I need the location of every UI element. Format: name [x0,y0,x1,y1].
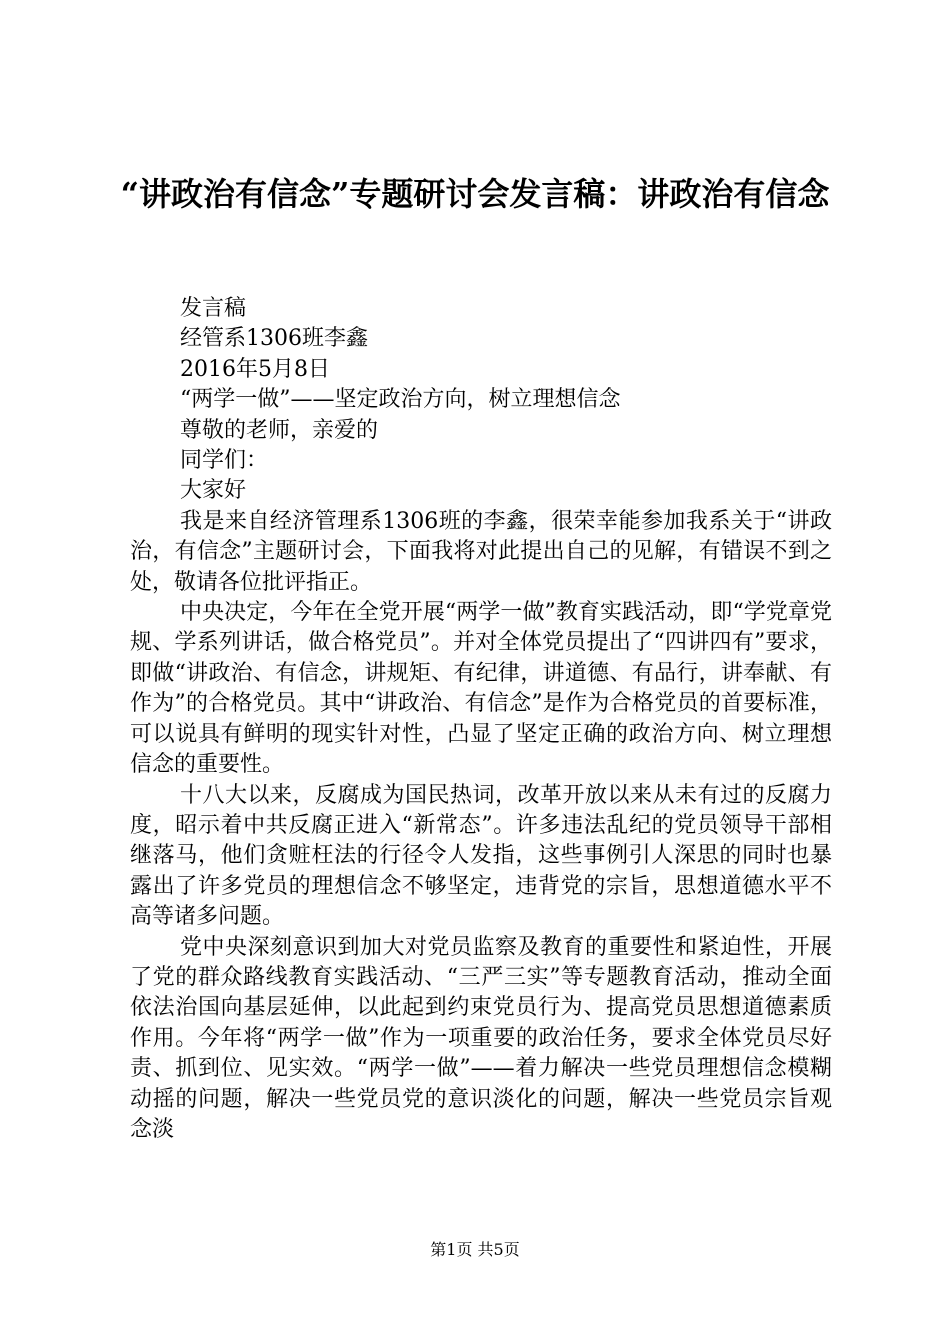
document-body [130,294,832,1145]
body-paragraph: 党中央深刻意识到加大对党员监察及教育的重要性和紧迫性，开展了党的群众路线教育实践活动、“三严三实”等专题教育活动，推动全面依法治国向基层延伸，以此起到约束党员行为、提高党员思想道德素质作用。今年将“两学一做”作为一项重要的政治任务，要求全体党员尽好责、抓到位、见实效。“两学一做”——着力解决一些党员理想信念模糊动摇的问题，解决一些党员党的意识淡化的问题，解决一些党员宗旨观念淡 [130,934,832,1142]
header-line: 同学们： [180,448,269,474]
body-paragraph: 我是来自经济管理系1306班的李鑫，很荣幸能参加我系关于“讲政治，有信念”主题研讨会，下面我将对此提出自己的见解，有错误不到之处，敬请各位批评指正。 [130,508,832,595]
header-line: 经管系1306班李鑫 [180,326,368,352]
header-line: 发言稿 [180,296,247,321]
body-paragraph: 十八大以来，反腐成为国民热词，改革开放以来从未有过的反腐力度，昭示着中共反腐正进入“新常态”。许多违法乱纪的党员领导干部相继落马，他们贪赃枉法的行径令人发指，这些事例引人深思的同时也暴露出了许多党员的理想信念不够坚定，违背党的宗旨，思想道德水平不高等诸多问题。 [130,782,832,930]
header-line: 尊敬的老师，亲爱的 [180,417,379,443]
header-line: 大家好 [180,478,247,504]
body-paragraph: 中央决定，今年在全党开展“两学一做”教育实践活动，即“学党章党规、学系列讲话，做合格党员”。并对全体党员提出了“四讲四有”要求，即做“讲政治、有信念，讲规矩、有纪律，讲道德、有品行，讲奉献、有作为”的合格党员。其中“讲政治、有信念”是作为合格党员的首要标准，可以说具有鲜明的现实针对性，凸显了坚定正确的政治方向、树立理想信念的重要性。 [130,600,832,778]
header-line: “两学一做”——坚定政治方向，树立理想信念 [180,387,621,413]
document-title: “讲政治有信念”专题研讨会发言稿：讲政治有信念 [120,175,830,213]
page-footer: 第1页 共5页 [430,1240,520,1259]
header-line: 2016年5月8日 [180,356,330,382]
